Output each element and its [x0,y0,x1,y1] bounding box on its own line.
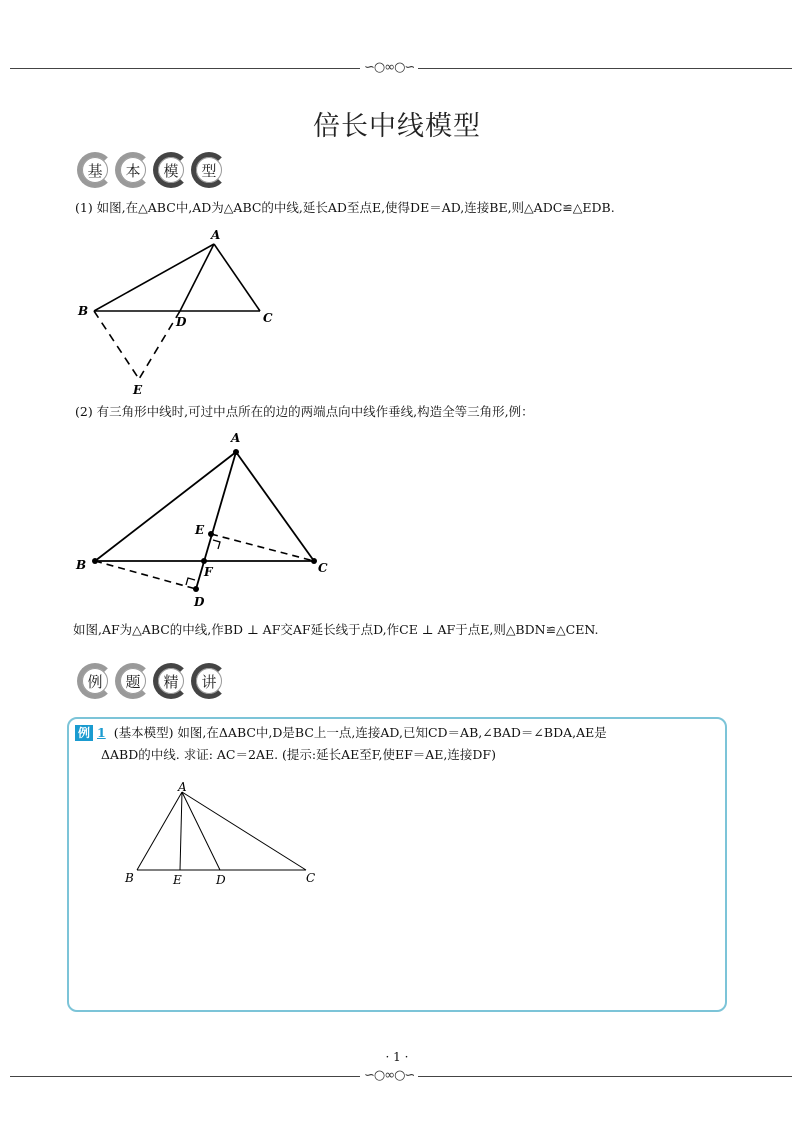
section-badges-example [77,663,229,699]
fig2-label-e: E [195,523,205,537]
page-number: · 1 · [385,1050,409,1064]
fig2-label-c: C [318,561,328,575]
badge-4: 型 [191,152,227,188]
fig1-label-a: A [211,228,221,242]
example-line-1-text: (基本模型) 如图,在ΔABC中,D是BC上一点,连接AD,已知CD＝AB,∠BAD＝∠BDA,AE是 [113,725,607,740]
fig1-label-e: E [133,383,143,397]
fig2-label-f: F [204,565,213,579]
part2-text: (2) 有三角形中线时,可过中点所在的边的两端点向中线作垂线,构造全等三角形,例： [75,404,534,419]
badge-2: 本 [115,152,151,188]
example-tag: 例 [75,725,93,741]
fig1-label-c: C [263,311,273,325]
example-line-2: ΔABD的中线. 求证: AC＝2AE. (提示:延长AE至F,使EF＝AE,连接DF) [101,747,496,762]
fig1-label-b: B [78,304,89,318]
example-number: 1 [97,725,106,740]
figure-2 [70,426,340,616]
fig2-label-d: D [194,595,205,609]
figure-1 [70,222,290,402]
header-ornament: ∽○∞○∽ [360,61,418,75]
fig3-label-a: A [178,780,187,794]
page-title: 倍长中线模型 [313,111,481,142]
badge-5: 例 [77,663,113,699]
fig2-label-a: A [231,431,241,445]
example-line-1 [75,724,607,742]
section-badges-basic-model [77,152,229,188]
fig3-label-c: C [306,871,316,885]
fig3-label-b: B [125,871,134,885]
fig3-label-e: E [173,873,182,887]
figure-3 [120,778,330,890]
badge-6: 题 [115,663,151,699]
fig3-label-d: D [216,873,226,887]
fig1-label-d: D [176,315,187,329]
part2-caption: 如图,AF为△ABC的中线,作BD ⊥ AF交AF延长线于点D,作CE ⊥ AF于点E,则△BDN≌△CEN. [73,622,599,637]
badge-3: 模 [153,152,189,188]
part1-text: (1) 如图,在△ABC中,AD为△ABC的中线,延长AD至点E,使得DE＝AD,连接BE,则△ADC≌△EDB. [75,200,615,215]
footer-ornament: ∽○∞○∽ [360,1069,418,1083]
badge-8: 讲 [191,663,227,699]
badge-1: 基 [77,152,113,188]
badge-7: 精 [153,663,189,699]
fig2-label-b: B [76,558,87,572]
